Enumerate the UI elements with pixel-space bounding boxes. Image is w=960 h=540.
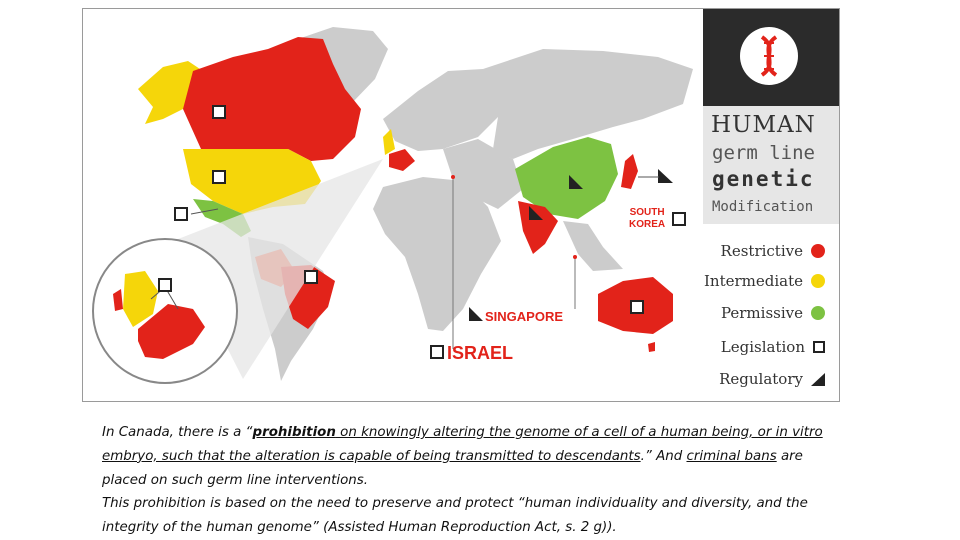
title-line-3: genetic	[712, 167, 815, 191]
caption-prohibition: prohibition	[252, 425, 336, 440]
caption-text-d: .” And	[640, 448, 687, 464]
title-panel	[703, 106, 840, 224]
israel-legislation-icon	[431, 346, 443, 358]
singapore-dot	[573, 255, 577, 259]
usa-legislation-icon	[213, 171, 225, 183]
intermediate-color-dot	[811, 274, 825, 288]
japan-regulatory-icon	[658, 169, 673, 183]
caption-quote: on knowingly altering the genome of a cell of a human being, or in vitro embryo, such that the alteration is capable of being transmitted to descendants	[102, 425, 823, 464]
title-line-1: HUMAN	[711, 112, 816, 138]
legend-permissive-label: Permissive	[720, 304, 803, 322]
legend-regulatory-label: Regulatory	[719, 370, 803, 388]
title-line-2: germ line	[712, 142, 815, 164]
europe	[383, 69, 503, 151]
caption-paragraph-2: This prohibition is based on the need to preserve and protect “human individuality and diversity, and the integrity of the human genome” (Assisted Human Reproduction Act, s. 2 g)).	[102, 496, 808, 536]
restrictive-color-dot	[811, 244, 825, 258]
singapore-label: SINGAPORE	[485, 309, 564, 324]
israel-label: ISRAEL	[447, 343, 514, 363]
legend-intermediate	[704, 272, 825, 290]
france	[389, 149, 415, 171]
regulatory-triangle-icon	[811, 373, 825, 386]
mexico-legislation-icon	[175, 208, 187, 220]
legislation-square-icon	[813, 341, 825, 353]
israel-dot	[451, 175, 455, 179]
title-line-4: Modification	[712, 199, 814, 215]
legend-regulatory	[719, 370, 825, 388]
caption	[102, 421, 842, 540]
legend-legislation-label: Legislation	[720, 338, 805, 356]
brazil-legislation-icon	[305, 271, 317, 283]
permissive-color-dot	[811, 306, 825, 320]
caption-paragraph-1	[102, 421, 842, 492]
legend-restrictive	[721, 242, 825, 260]
japan	[621, 154, 638, 189]
south-korea-legislation-icon	[673, 213, 685, 225]
caption-text-f: are placed on such germ line interventions.	[102, 448, 803, 488]
legend-permissive	[721, 304, 825, 322]
singapore-regulatory-icon	[469, 307, 483, 321]
zoom-legislation-icon	[159, 279, 171, 291]
dna-icon	[740, 27, 798, 85]
southeast-asia	[563, 221, 623, 271]
south-korea-label: SOUTH KOREA	[629, 207, 666, 230]
canada-legislation-icon	[213, 106, 225, 118]
legend-intermediate-label: Intermediate	[703, 272, 803, 290]
title-header	[703, 9, 840, 106]
legend-legislation	[721, 338, 825, 356]
australia-legislation-icon	[631, 301, 643, 313]
caption-text-a: In Canada, there is a “	[102, 425, 253, 440]
legend-restrictive-label: Restrictive	[720, 242, 803, 260]
caption-criminal-bans: criminal bans	[686, 448, 777, 464]
tasmania	[648, 342, 655, 352]
map-panel	[82, 8, 840, 402]
